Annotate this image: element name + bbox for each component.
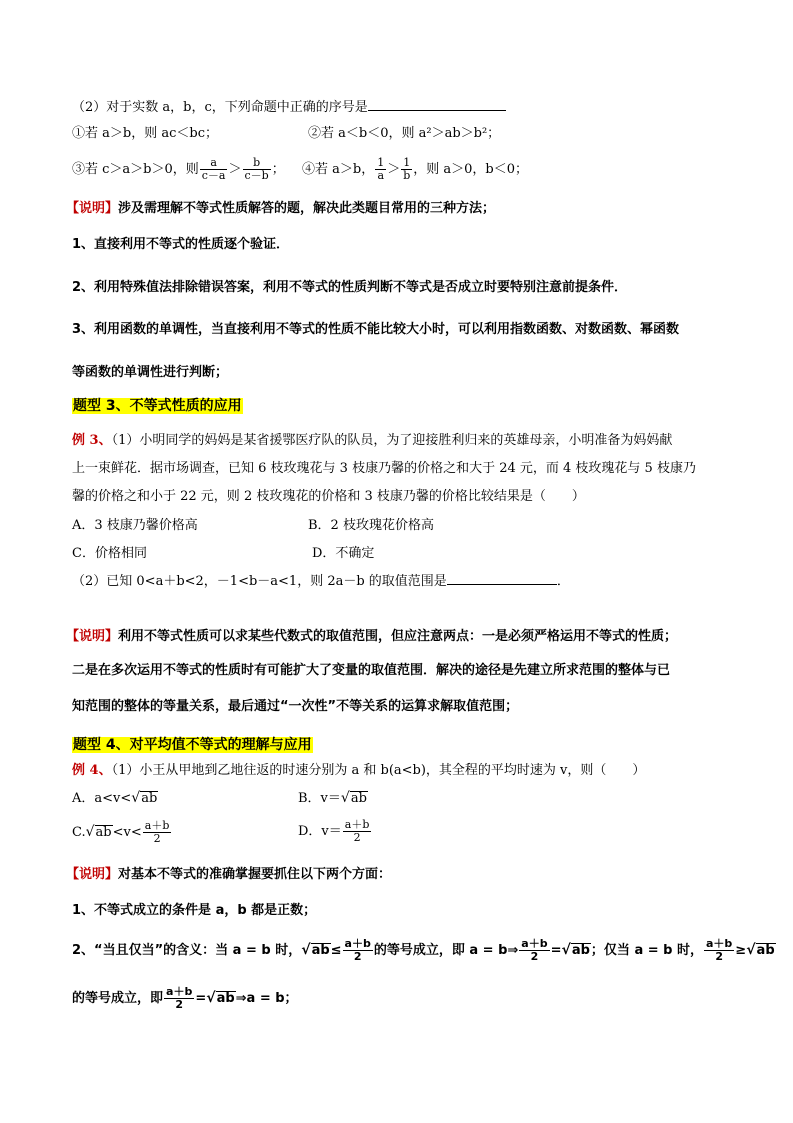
example-3-option-c: C．价格相同	[72, 546, 147, 561]
example-4-option-a	[72, 789, 158, 808]
option-4-prefix: ④若 a＞b，	[302, 162, 375, 177]
example-3-question-2	[72, 572, 570, 591]
equals-sign: =	[195, 991, 207, 1006]
note-3-item-1: 1、不等式成立的条件是 a，b 都是正数；	[72, 903, 317, 918]
fraction	[243, 157, 271, 182]
fraction-denominator: c－b	[244, 169, 269, 182]
answer-blank	[368, 98, 506, 111]
note-1-item-3-line-2: 等函数的单调性进行判断；	[72, 365, 229, 380]
gt-sign: ＞	[387, 162, 401, 177]
fraction	[704, 938, 734, 963]
fraction-numerator: a	[200, 157, 228, 170]
example-4-line-1	[72, 762, 645, 780]
note-3-text: 对基本不等式的准确掌握要抓住以下两个方面：	[118, 867, 392, 882]
fraction-numerator: a＋b	[706, 937, 733, 950]
radical-sign: √	[561, 942, 571, 958]
fraction	[343, 938, 373, 963]
example-3-option-b: B．2 枝玫瑰花价格高	[308, 518, 434, 533]
note-3	[66, 866, 391, 884]
equals-sign: =	[550, 943, 562, 958]
section-heading-type-4	[72, 736, 313, 755]
question-2-text: （2）对于实数 a，b，c，下列命题中正确的序号是	[72, 100, 368, 115]
sqrt-radicand: ab	[571, 943, 590, 958]
sqrt-radicand: ab	[216, 991, 235, 1006]
radical-sign: √	[206, 990, 216, 1006]
fraction	[375, 157, 386, 182]
example-label: 例 4、	[72, 763, 112, 778]
option-prefix: B．v＝	[298, 791, 341, 806]
fraction-numerator: a＋b	[344, 937, 371, 950]
sqrt-radicand: ab	[311, 943, 330, 958]
note-1	[66, 200, 495, 218]
note-2-line-3: 知范围的整体的等量关系，最后通过“一次性”不等关系的运算求解取值范围；	[72, 699, 519, 714]
option-4-suffix: ，则 a＞0，b＜0；	[413, 162, 529, 177]
note-3-item-2-continued	[72, 982, 298, 1015]
fraction	[519, 938, 549, 963]
fraction-numerator: a＋b	[144, 819, 170, 832]
option-1	[72, 125, 218, 143]
example-4-text: （1）小王从甲地到乙地往返的时速分别为 a 和 b(a<b)，其全程的平均时速为 v，则（ ）	[111, 763, 646, 778]
fraction-numerator: 1	[377, 156, 385, 169]
option-prefix: C.	[72, 825, 86, 840]
fraction	[164, 986, 194, 1011]
item-text: ；仅当 a = b 时，	[590, 943, 703, 958]
leq-sign: ≤	[330, 943, 342, 958]
option-1-text: ①若 a＞b，则 ac＜bc；	[72, 126, 218, 141]
radical-sign: √	[301, 942, 311, 958]
option-4	[302, 156, 528, 184]
sqrt-radicand: ab	[95, 825, 112, 840]
section-heading-text: 题型 4、对平均值不等式的理解与应用	[73, 737, 312, 753]
example-3-line-3: 馨的价格之和小于 22 元，则 2 枝玫瑰花的价格和 3 枝康乃馨的价格比较结果是（ ）	[72, 489, 585, 504]
fraction-numerator: a＋b	[344, 818, 370, 831]
example-label: 例 3、	[72, 433, 112, 448]
radical-sign: √	[746, 942, 756, 958]
item-text: ⇒a = b；	[235, 991, 298, 1006]
example-3-option-a: A．3 枝康乃馨价格高	[72, 518, 198, 533]
fraction-denominator: 2	[353, 831, 361, 844]
note-1-item-2: 2、利用特殊值法排除错误答案，利用不等式的性质判断不等式是否成立时要特别注意前提条件．	[72, 280, 628, 295]
note-1-text: 涉及需理解不等式性质解答的题，解决此类题目常用的三种方法；	[118, 201, 496, 216]
option-3-prefix: ③若 c＞a＞b＞0，则	[72, 162, 199, 177]
section-heading-text: 题型 3、不等式性质的应用	[73, 398, 242, 414]
option-prefix: D．v＝	[298, 824, 342, 839]
note-tag: 【说明】	[66, 629, 119, 644]
radical-sign: √	[85, 824, 95, 840]
option-2-text: ②若 a＜b＜0，则 a²＞ab＞b²；	[308, 126, 501, 141]
option-prefix: A．a<v<	[72, 791, 132, 806]
gt-sign: ＞	[228, 162, 242, 177]
note-2-line-1	[66, 628, 677, 646]
question-2-header	[72, 98, 506, 117]
example-4-option-b	[298, 789, 368, 808]
period: ．	[556, 574, 570, 589]
item-text: 2、“当且仅当”的含义：当 a = b 时，	[72, 943, 302, 958]
option-2	[308, 125, 500, 143]
inequality-text: <v<	[112, 825, 142, 840]
sqrt-radicand: ab	[756, 943, 775, 958]
fraction	[143, 820, 172, 845]
fraction-denominator: 2	[530, 950, 539, 963]
note-tag: 【说明】	[66, 867, 119, 882]
fraction	[401, 157, 412, 182]
option-3-suffix: ；	[271, 162, 285, 177]
example-3-line-1	[72, 432, 672, 450]
sqrt-radicand: ab	[141, 791, 158, 806]
fraction-denominator: 2	[175, 998, 183, 1011]
fraction-numerator: 1	[401, 157, 412, 170]
fraction-denominator: b	[403, 169, 411, 182]
section-heading-type-3	[72, 397, 243, 416]
fraction-denominator: c－a	[201, 169, 226, 182]
fraction-numerator: b	[243, 157, 271, 170]
example-4-option-d	[298, 818, 372, 846]
item-text: 的等号成立，即	[72, 991, 164, 1006]
note-3-item-2	[72, 934, 776, 967]
note-tag: 【说明】	[66, 201, 119, 216]
radical-sign: √	[131, 790, 141, 806]
note-2-line-2: 二是在多次运用不等式的性质时有可能扩大了变量的取值范围．解决的途径是先建立所求范围的整体与已	[72, 663, 671, 678]
answer-blank	[447, 572, 557, 585]
example-4-option-c	[72, 818, 172, 847]
fraction-numerator: a＋b	[166, 985, 193, 998]
fraction-numerator: a＋b	[521, 937, 548, 950]
geq-sign: ≥	[735, 943, 747, 958]
sqrt-radicand: ab	[350, 791, 367, 806]
example-3-option-d: D．不确定	[312, 546, 375, 561]
note-1-item-3-line-1: 3、利用函数的单调性，当直接利用不等式的性质不能比较大小时，可以利用指数函数、对数函数、幂函数	[72, 322, 680, 337]
example-3-line-2: 上一束鲜花．据市场调查，已知 6 枝玫瑰花与 3 枝康乃馨的价格之和大于 24 元，而 4 枝玫瑰花与 5 枝康乃	[72, 461, 696, 476]
fraction	[200, 157, 228, 182]
note-1-item-1: 1、直接利用不等式的性质逐个验证．	[72, 237, 290, 252]
fraction	[343, 819, 372, 844]
question-text: （2）已知 0<a＋b<2，－1<b－a<1，则 2a－b 的取值范围是	[72, 574, 447, 589]
note-2-text: 利用不等式性质可以求某些代数式的取值范围，但应注意两点：一是必须严格运用不等式的性质；	[118, 629, 678, 644]
fraction-denominator: 2	[353, 950, 362, 963]
example-3-text: （1）小明同学的妈妈是某省援鄂医疗队的队员，为了迎接胜利归来的英雄母亲，小明准备为妈妈献	[111, 433, 673, 448]
item-text: 的等号成立，即 a = b⇒	[373, 943, 519, 958]
fraction-denominator: 2	[153, 832, 161, 845]
fraction-denominator: a	[377, 169, 384, 182]
fraction-denominator: 2	[715, 950, 723, 963]
radical-sign: √	[340, 790, 350, 806]
option-3	[72, 156, 285, 184]
